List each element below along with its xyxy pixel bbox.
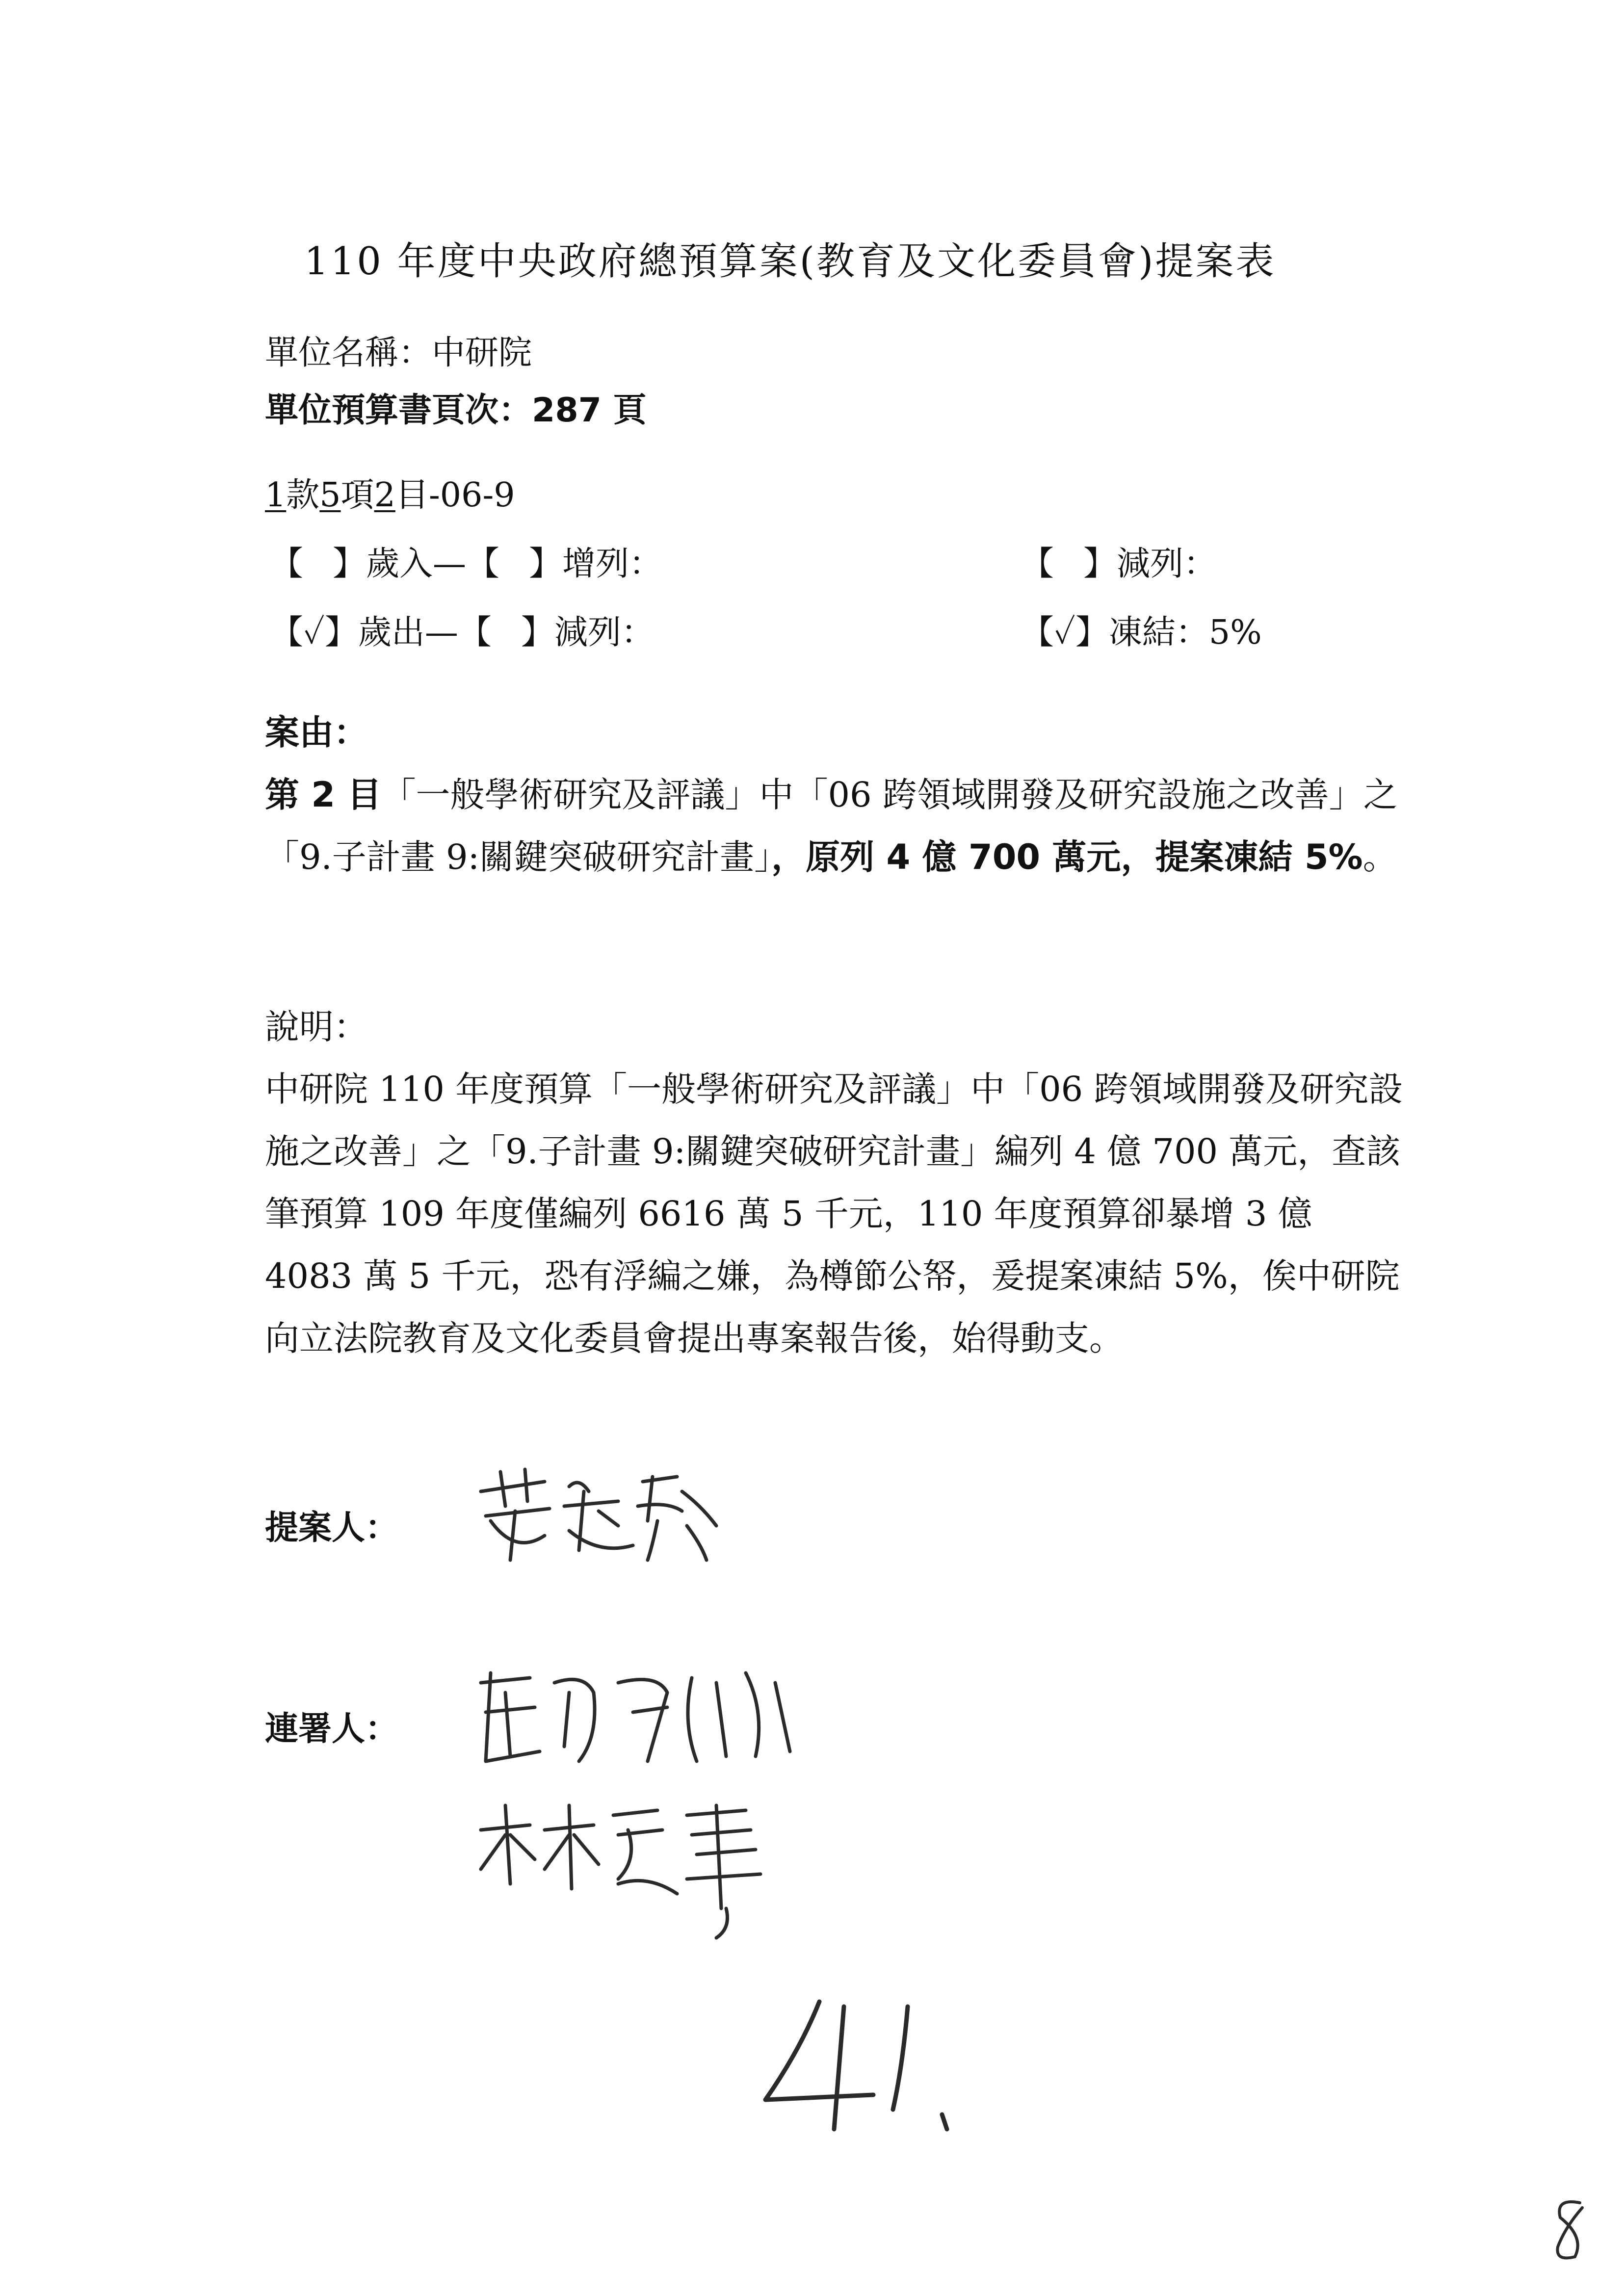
freeze-label: 】凍結：5% (1075, 613, 1262, 652)
explanation-body: 中研院 110 年度預算「一般學術研究及評議」中「06 跨領域開發及研究設施之改善」之「9.子計畫 9:關鍵突破研究計畫」編列 4 億 700 萬元，查該筆預算 109 年度僅編列 6616 萬 5 千元，110 年度預算卻暴增 3 億 4083 萬 5 千元，恐有浮編之嫌，為樽節公帑，爰提案凍結 5%，俟中研院向立法院教育及文化委員會提出專案報告後，始得動支。 (265, 1069, 1403, 1358)
explanation-section (265, 996, 1408, 1370)
freeze-checkbox: 【✓ (1021, 613, 1075, 652)
freeze-row (1021, 606, 1262, 653)
reason-amount: ，原列 4 億 700 萬元，提案凍結 5% (771, 837, 1363, 877)
reason-text (265, 764, 1408, 888)
expense-decrease-label: 】減列： (521, 613, 655, 652)
xiang-number: 5 (319, 476, 341, 515)
reason-heading: 案由： (265, 712, 368, 753)
revenue-row (270, 537, 662, 585)
reason-item: 第 2 目 (265, 775, 382, 815)
revenue-decrease-label: 】減列： (1083, 545, 1217, 583)
cosigner-signature-2 (471, 1796, 785, 1943)
kuan-label: 款 (286, 476, 320, 515)
explanation-heading: 說明： (265, 1007, 368, 1047)
page-title: 110 年度中央政府總預算案(教育及文化委員會)提案表 (304, 239, 1276, 284)
proposer-label: 提案人： (265, 1509, 399, 1547)
kuan-number: 1 (265, 476, 287, 515)
revenue-label: 】歲入—【 (333, 545, 500, 583)
handwritten-number (746, 1992, 1001, 2139)
budget-page: 單位預算書頁次：287 頁 (265, 391, 647, 430)
cosigner-label: 連署人： (265, 1710, 399, 1748)
reason-project: 「一般學術研究及評議」中「06 跨領域開發及研究設施之改善」之「9.子計畫 9:關鍵突破研究計畫」 (265, 775, 1398, 877)
reason-section (265, 702, 1408, 888)
unit-name: 單位名稱：中研院 (265, 334, 532, 372)
revenue-checkbox: 【 (270, 545, 304, 583)
expense-row (270, 606, 655, 653)
reason-end: 。 (1362, 837, 1397, 877)
revenue-increase-label: 】增列： (529, 545, 663, 583)
xiang-label: 項 (341, 476, 374, 515)
page-mark (1545, 2193, 1595, 2267)
proposer-signature (471, 1462, 726, 1570)
expense-label: 】歲出—【 (324, 613, 492, 652)
mu-label: 目-06-9 (395, 476, 515, 515)
mu-number: 2 (374, 476, 395, 515)
budget-code (265, 469, 515, 516)
revenue-decrease-row (1021, 537, 1217, 585)
revenue-decrease-checkbox: 【 (1021, 545, 1054, 583)
expense-checkbox: 【✓ (270, 613, 325, 652)
cosigner-signature-1 (471, 1663, 805, 1776)
